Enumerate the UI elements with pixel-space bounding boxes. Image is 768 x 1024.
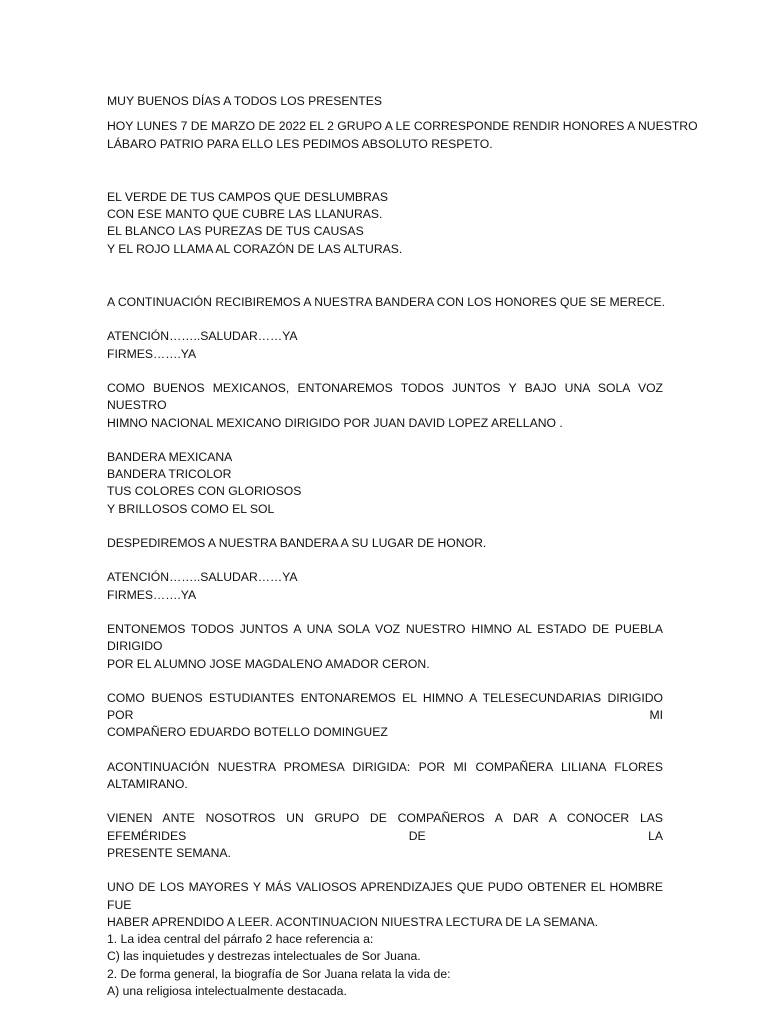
quiz-block (107, 931, 663, 1000)
puebla-anthem-paragraph (107, 621, 663, 673)
ephemerides-line-2: PRESENTE SEMANA. (107, 845, 231, 860)
poem-2 (107, 449, 663, 518)
quiz-question-2: 2. De forma general, la biografía de Sor Juana relata la vida de: (107, 966, 451, 981)
farewell-text: DESPEDIREMOS A NUESTRA BANDERA A SU LUGAR DE HONOR. (107, 536, 487, 551)
command-1-line-2: FIRMES…….YA (107, 346, 197, 361)
command-2-line-2: FIRMES…….YA (107, 587, 197, 602)
receive-flag-text: A CONTINUACIÓN RECIBIREMOS A NUESTRA BANDERA CON LOS HONORES QUE SE MERECE. (107, 295, 666, 310)
poem-1-line-2: CON ESE MANTO QUE CUBRE LAS LLANURAS. (107, 207, 383, 222)
ephemerides-line-1: VIENEN ANTE NOSOTROS UN GRUPO DE COMPAÑEROS A DAR A CONOCER LAS EFEMÉRIDES DE LA (107, 811, 663, 843)
promise-line-1: ACONTINUACIÓN NUESTRA PROMESA DIRIGIDA: POR MI COMPAÑERA LILIANA FLORES (107, 759, 663, 774)
ephemerides-paragraph (107, 810, 663, 862)
poem-2-line-4: Y BRILLOSOS COMO EL SOL (107, 501, 275, 516)
receive-flag-paragraph (107, 294, 666, 311)
command-block-1 (107, 328, 663, 363)
farewell-paragraph (107, 535, 663, 552)
telesec-anthem-line-2: COMPAÑERO EDUARDO BOTELLO DOMINGUEZ (107, 725, 388, 740)
promise-paragraph (107, 759, 663, 794)
anthem-line-1: COMO BUENOS MEXICANOS, ENTONAREMOS TODOS JUNTOS Y BAJO UNA SOLA VOZ NUESTRO (107, 380, 663, 413)
telesec-anthem-paragraph (107, 690, 663, 742)
intro-paragraph (107, 118, 698, 153)
document-page (107, 93, 698, 1000)
telesec-anthem-line-1: COMO BUENOS ESTUDIANTES ENTONAREMOS EL HIMNO A TELESECUNDARIAS DIRIGIDO POR MI (107, 690, 663, 723)
puebla-anthem-line-1: ENTONEMOS TODOS JUNTOS A UNA SOLA VOZ NUESTRO HIMNO AL ESTADO DE PUEBLA DIRIGIDO (107, 621, 663, 654)
command-block-2 (107, 569, 663, 604)
command-2-line-1: ATENCIÓN……..SALUDAR……YA (107, 570, 298, 585)
poem-1 (107, 189, 663, 258)
anthem-line-2: HIMNO NACIONAL MEXICANO DIRIGIDO POR JUAN DAVID LOPEZ ARELLANO . (107, 415, 563, 430)
poem-1-line-3: EL BLANCO LAS PUREZAS DE TUS CAUSAS (107, 224, 364, 239)
poem-1-line-4: Y EL ROJO LLAMA AL CORAZÓN DE LAS ALTURAS. (107, 241, 403, 256)
intro-line-1: HOY LUNES 7 DE MARZO DE 2022 EL 2 GRUPO A LE CORRESPONDE RENDIR HONORES A NUESTRO (107, 119, 698, 134)
quiz-answer-1: C) las inquietudes y destrezas intelectuales de Sor Juana. (107, 949, 421, 964)
poem-2-line-3: TUS COLORES CON GLORIOSOS (107, 484, 302, 499)
reading-paragraph (107, 879, 663, 931)
command-1-line-1: ATENCIÓN……..SALUDAR……YA (107, 329, 298, 344)
quiz-question-1: 1. La idea central del párrafo 2 hace referencia a: (107, 932, 374, 947)
greeting-text: MUY BUENOS DÍAS A TODOS LOS PRESENTES (107, 94, 382, 108)
puebla-anthem-line-2: POR EL ALUMNO JOSE MAGDALENO AMADOR CERON. (107, 656, 430, 671)
poem-1-line-1: EL VERDE DE TUS CAMPOS QUE DESLUMBRAS (107, 189, 389, 204)
reading-line-2: HABER APRENDIDO A LEER. ACONTINUACION NIUESTRA LECTURA DE LA SEMANA. (107, 914, 599, 929)
promise-line-2: ALTAMIRANO. (107, 777, 188, 792)
poem-2-line-1: BANDERA MEXICANA (107, 449, 233, 464)
poem-2-line-2: BANDERA TRICOLOR (107, 467, 232, 482)
intro-line-2: LÁBARO PATRIO PARA ELLO LES PEDIMOS ABSOLUTO RESPETO. (107, 136, 493, 151)
greeting-line (107, 93, 663, 110)
reading-line-1: UNO DE LOS MAYORES Y MÁS VALIOSOS APRENDIZAJES QUE PUDO OBTENER EL HOMBRE FUE (107, 880, 663, 912)
quiz-answer-2: A) una religiosa intelectualmente destacada. (107, 983, 347, 998)
anthem-paragraph (107, 380, 663, 432)
